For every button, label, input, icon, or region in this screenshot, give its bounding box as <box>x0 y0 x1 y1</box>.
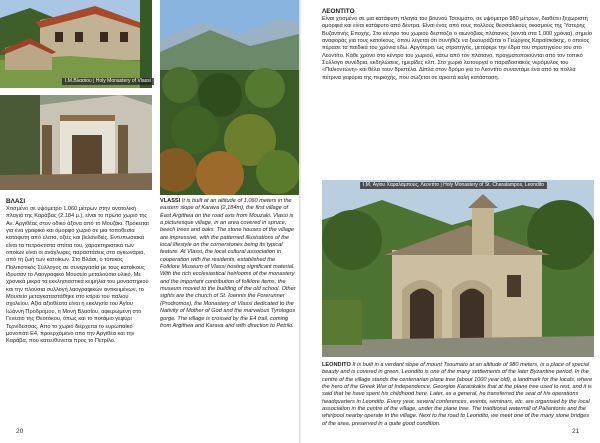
page-gutter <box>299 0 301 443</box>
vlasi-english-text: It is built at an altitude of 1,060 meters in the eastern slope of Karava (2,184m), the first village of East Argithea on the road axis from Mouzaki. Vlassi is a picturesque village, in an area covered in spruce, beech trees and oaks. The stone houses of the village are impressive, with the patterned illustrations of the local lifestyle on the cornerstones being its typical feature. At Vlassi, the local cultural association in cooperation with the residents, established the Folklore Museum of Vlassi hosting significant material. With the rich ecclesiastical heirlooms of the monastery and the important contribution of folklore items, the museum moved to the building of the old school. Other sights are the church of St. Ioannis the Forerunner (Prodromos), the Monastery of Vlassi dedicated to the Nativity of Mother of God and the marvelous Tyrologos gorge. The village is crossed by the E4 trail, coming from Argithea and Karava and with direction to Petrilo. <box>160 198 296 329</box>
leontito-greek-text: Είναι χτισμένο σε μια κατάφυτη πλαγιά του βουνού Τσουμάτο, σε υψόμετρο 980 μέτρων, διαθέτει ξεχωριστή ομορφιά και είναι κατάφυτο από δέντρα. Είναι ένας από τους πολλούς θεσσαλικούς οικισμούς της Ύστερης Βυζαντινής Εποχής. Στο κέντρο του χωριού δεσπόζει ο αιωνόβιος πλάτανος (κοντά στα 1.000 χρόνια), σημείο αναφοράς για τους κατοίκους, όπου λέγεται ότι συνήθιζε να ξεκουράζεται ο Γεώργιος Καραϊσκάκης, ο οποίος πέρασε τα παιδικά του χρόνια εδώ. Αργότερα, ως στρατηγός, μετέφερε την έδρα του στρατηγείου του στο Λεοντίτο. Κάθε χρόνο στο κέντρο του χωριού, κάτω από τον πλάτανο, πραγματοποιούνται από τον τοπικό Σύλλογο συνέδρια, εκδηλώσεις, ημερίδες κλπ. Στο χωριό λειτουργεί ο παραδοσιακός νερόμυλος του «Παλιοντώνη» και θέλει τουν δριστέλα. Δίπλα στον δρόμο για το Λεοντίτο συναντάμε ένα από τα πολλά πέτρινα γεφύρια της περιοχής, που σώζεται σε αρκετά καλή κατάσταση. <box>322 16 592 81</box>
vlasi-greek-heading: ΒΛΑΣΙ <box>6 198 26 205</box>
page-number-right: 21 <box>572 428 580 435</box>
vlasi-english-section <box>160 198 296 330</box>
page-number-left: 20 <box>16 428 24 435</box>
leondito-english-section <box>322 362 594 428</box>
leondito-english-text: It is built in a verdant slope of mount Tsoumato at an altitude of 980 meters, is a place of special beauty and is covered in green. Leondito is one of the many settlements of the later Byzantine period. In the centre of the village stands the centenarian plane tree (about 1000 year old), a landmark for the locals, where the hero of the Greek War of Independence, Georgios Karaiskakis that at the plane tree used to rest, and it is said that he have spent his childhood here. Later, as a general, he transferred the seat of his operations headquarters in Leondito. Every year, several conferences, events, seminars, etc. are organised by the local association in the centre of the village, under the plane tree. The traditional watermill of Paliantonis and the whirlpool nearby operate in the village. Next to the road to Leondito, we meet one of the many stone bridges of the area, preserved in a quite good condition. <box>322 362 593 427</box>
vlasi-english-heading: VLASSI <box>160 198 181 204</box>
photo-forest-mountain <box>160 0 299 195</box>
photo-church-st-charalampos <box>322 180 594 357</box>
photo-caption-vlassi: I.M.Βλασίου | Holy Monastery of Vlassi <box>62 78 154 85</box>
leontito-greek-section <box>322 8 594 82</box>
vlasi-greek-text: Χτισμένο σε υψόμετρο 1.060 μέτρων στην ανατολική πλαγιά της Καράβας (2.184 μ.), είναι το πρώτο χωριό της Αν. Αργιθέας στον οδικό άξονα από το Μουζάκι. Πρόκειται για ένα γραφικό και όμορφο χωριό σε μια τοποθεσία κατάφυτη από έλατα, οξιές και βελανιδιές. Εντυπωσιακά είναι τα πετρόκτιστα σπίτια του, χαρακτηριστικά των οποίων είναι οι ανάγλυφες παραστάσεις στα αγκωνάρια, από τη ζωή των κατοίκων. Στο Βλάσι, ο τοπικός Πολιτιστικός Σύλλογος σε συνεργασία με τους κατοίκους ίδρυσαν το Λαογραφικό Μουσείο μεταλούσιο υλικό. Με χρονικά μικρά τα εκκλησιαστικά κειμήλια του μοναστηριού και την πλούσια συλλογή λαογραφικών αντικειμένων, το Μουσείο μεταγκαταστάθηκε στο κτίριο του παλιού σχολείου. Αξία αξιοθέατα είναι η εκκλησία του Αγίου Ιωάννη Προδρόμου, η Μονή Βλασίου, αφιερωμένη στο Γενέσιο της Θεοτόκου, όπως και το ποτάμιο γεφύρι Τερνίδεσσας. Από το χωριό διέρχεται το ευρωπαϊκό μονοπάτι Ε4, προερχόμενο από την Αργιθέα και την Καράβα, που κατευθύνεται προς το Πετρίλο. <box>6 206 149 345</box>
photo-monastery-vlassi <box>0 0 152 88</box>
photo-caption-church: I.M. Αγίου Χαραλάμπους, Λεοντίτο | Holy Monastery of St. Charalampos, Leondito <box>360 182 547 189</box>
vlasi-greek-section <box>6 198 152 346</box>
leondito-english-heading: LEONDITO <box>322 362 351 368</box>
photo-church-interior <box>0 95 152 190</box>
leontito-greek-heading: ΛΕΟΝΤΙΤΟ <box>322 8 355 15</box>
